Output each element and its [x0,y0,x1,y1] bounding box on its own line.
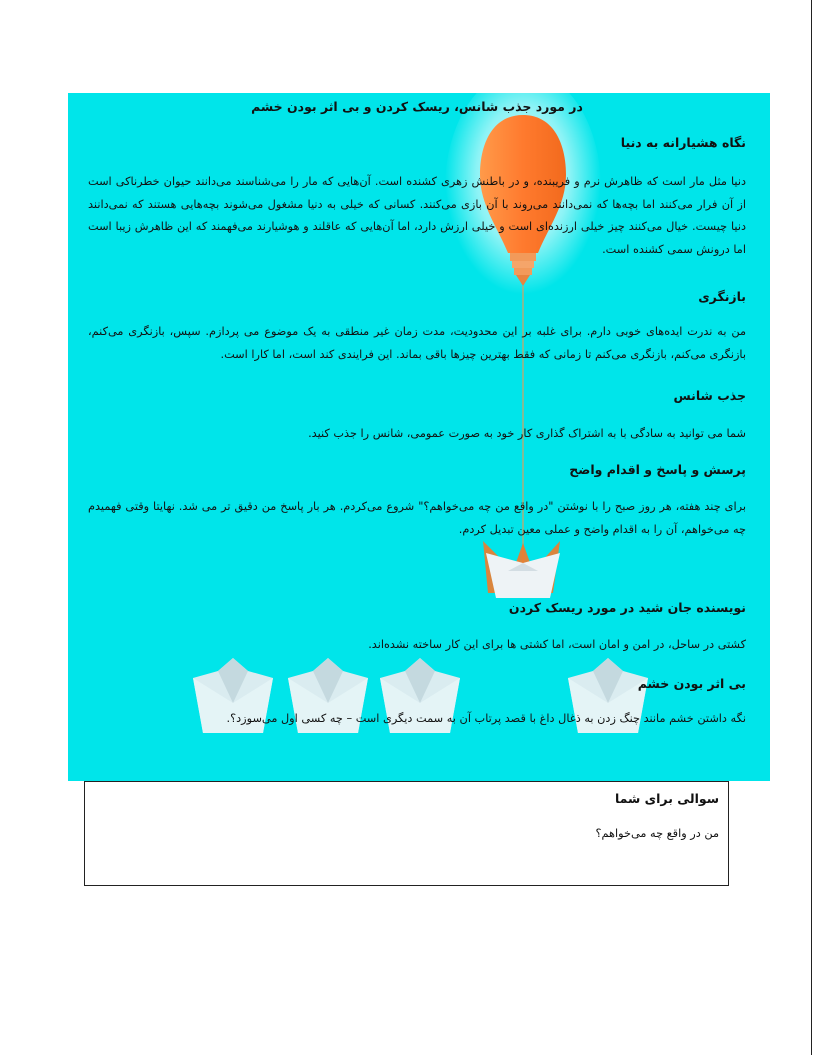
heading-luck: جذب شانس [673,388,746,403]
page-edge-line [811,0,812,1055]
paragraph-risk: کشتی در ساحل، در امن و امان است، اما کشتی ها برای این کار ساخته نشده‌اند. [368,638,746,651]
paragraph-revision: من به ندرت ایده‌های خوبی دارم. برای غلبه بر این محدودیت، مدت زمان غیر منطقی به یک موضوع می پردازم. سپس، بازنگری می‌کنم، بازنگری می‌کنم، بازنگری می‌کنم تا زمانی که فقط بهترین چیزها باقی بماند. این فرایندی کند است، اما کارا است. [88,325,746,361]
heading-anger: بی اثر بودن خشم [637,676,746,691]
paragraph-luck: شما می توانید به سادگی با به اشتراک گذاری کار خود به صورت عمومی، شانس را جذب کنید. [308,427,746,440]
question-text: من در واقع چه می‌خواهم؟ [595,827,719,840]
paragraph-world: دنیا مثل مار است که ظاهرش نرم و فریبنده، و در باطنش زهری کشنده است. آن‌هایی که مار را می‌شناسند می‌دانند حیوان خطرناکی است از آن فرار می‌کنند اما بچه‌ها که نمی‌دانند می‌روند با آن بازی می‌کنند. کسانی که خیلی به دنیا مشغول می‌شوند بچه‌هایی هستند که نمی‌دانند دنیا چیست. خیال می‌کنند چیز خیلی ارزنده‌ای است و خیلی ارزش دارد، اما آن‌هایی که عاقلند و هوشیارند می‌فهمند که این ظاهرش زیبا است اما درونش سمی کشنده است. [88,175,746,256]
paragraph-question-action: برای چند هفته، هر روز صبح را با نوشتن "در واقع من چه می‌خواهم؟" شروع می‌کردم. هر بار پاسخ من دقیق تر می شد. نهایتا وقتی فهمیدم چه می‌خواهم، آن را به اقدام واضح و عملی معین تبدیل کردم. [88,500,746,536]
content-panel [68,93,770,781]
question-title: سوالی برای شما [614,791,719,806]
heading-risk: نویسنده جان شید در مورد ریسک کردن [508,600,746,615]
heading-world: نگاه هشیارانه به دنیا [620,135,746,150]
paragraph-anger: نگه داشتن خشم مانند چنگ زدن به ذغال داغ با قصد پرتاب آن به سمت دیگری است – چه کسی اول می‌سوزد؟. [226,712,746,725]
question-box [84,781,729,886]
heading-revision: بازنگری [698,289,746,304]
page-title: در مورد جذب شانس، ریسک کردن و بی اثر بودن خشم [251,99,583,114]
heading-question-action: پرسش و پاسخ و اقدام واضح [569,462,746,477]
paper-boat-icon [483,541,560,598]
